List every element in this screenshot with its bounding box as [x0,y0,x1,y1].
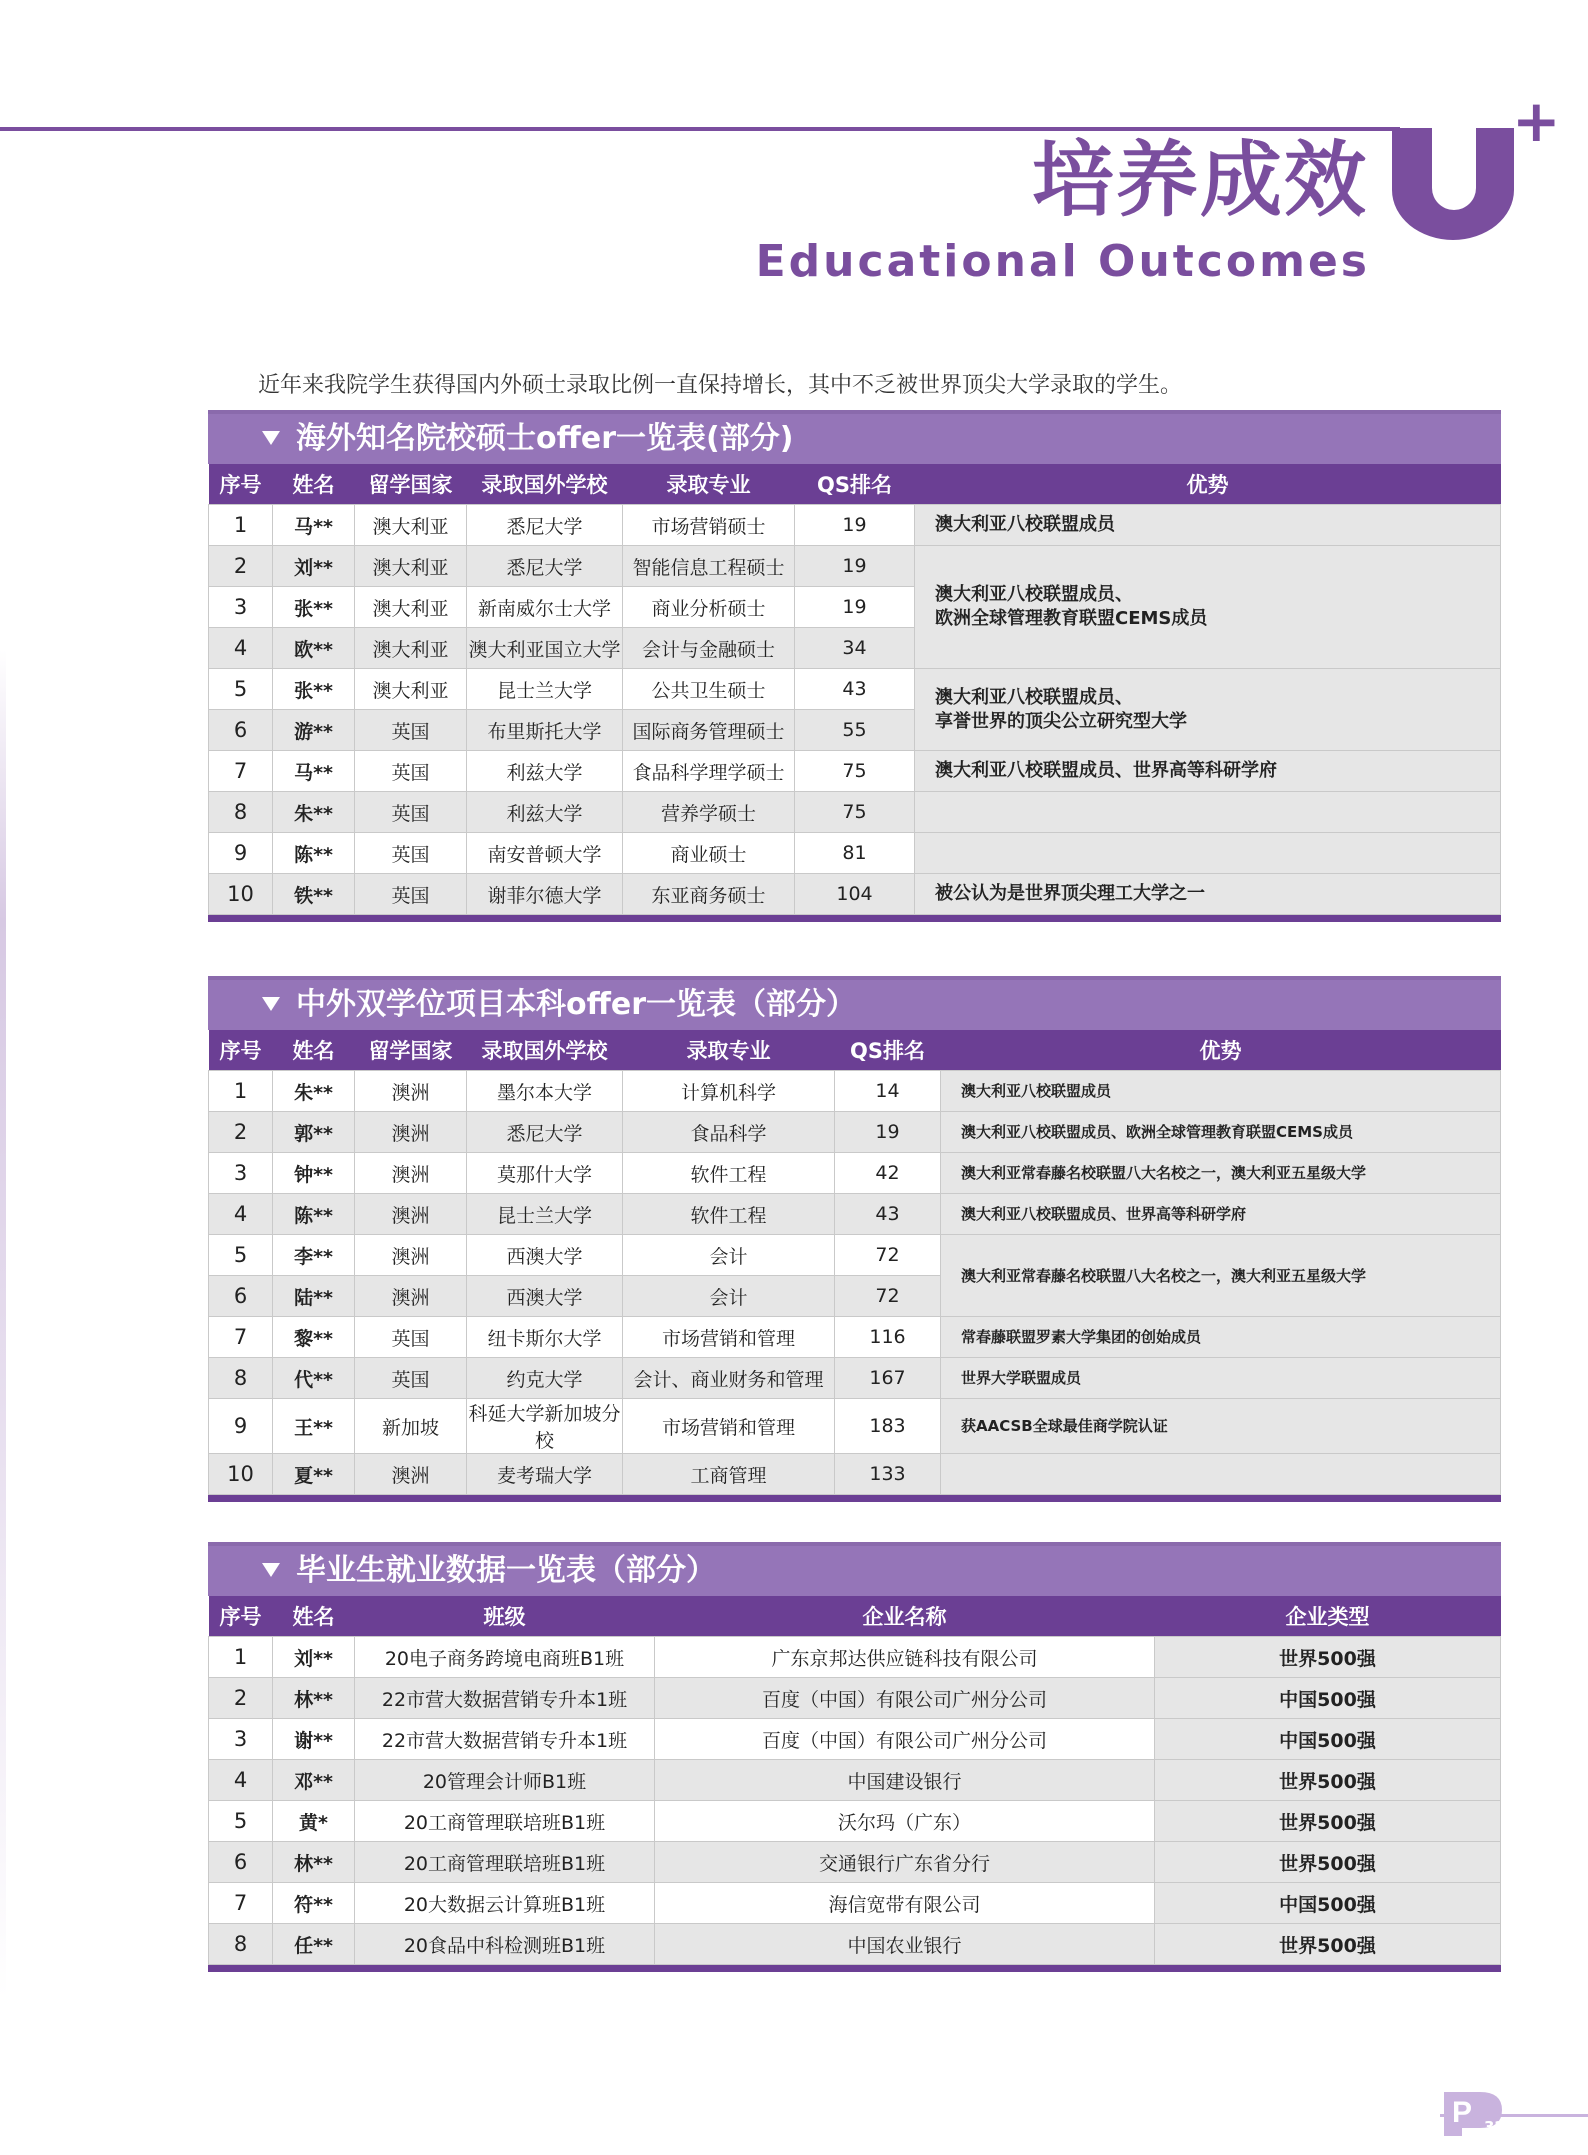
advantage-text: 被公认为是世界顶尖理工大学之一 [935,883,1205,904]
cell: 10 [209,874,273,915]
cell: 任** [273,1924,355,1965]
cell: 会计、商业财务和管理 [623,1358,835,1399]
cell: 英国 [355,710,467,751]
company-type-cell: 中国500强 [1155,1719,1501,1760]
cell: 9 [209,1399,273,1454]
cell: 19 [795,505,915,546]
advantage-cell [915,546,1501,669]
advantage-text: 获AACSB全球最佳商学院认证 [961,1417,1168,1435]
advantage-cell [941,1317,1501,1358]
table-row [209,669,1501,710]
cell: 游** [273,710,355,751]
cell: 软件工程 [623,1194,835,1235]
cell: 4 [209,1194,273,1235]
graduate-employment-section [208,1542,1501,1972]
section-title: 毕业生就业数据一览表（部分） [296,1553,716,1588]
cell: 中国农业银行 [655,1924,1155,1965]
cell: 智能信息工程硕士 [623,546,795,587]
cell: 澳洲 [355,1276,467,1317]
advantage-cell [941,1358,1501,1399]
cell: 34 [795,628,915,669]
section-title: 中外双学位项目本科offer一览表（部分） [296,987,857,1022]
cell: 刘** [273,1637,355,1678]
advantage-text: 澳大利亚八校联盟成员、 [935,584,1133,605]
cell: 马** [273,505,355,546]
advantage-text: 澳大利亚八校联盟成员、世界高等科研学府 [935,760,1277,781]
company-type-cell: 世界500强 [1155,1924,1501,1965]
header-rule [0,127,1400,131]
advantage-text: 澳大利亚八校联盟成员、欧洲全球管理教育联盟CEMS成员 [961,1123,1353,1141]
cell: 新加坡 [355,1399,467,1454]
table-row [209,1924,1501,1965]
cell: 81 [795,833,915,874]
advantage-text: 澳大利亚八校联盟成员 [935,514,1115,535]
advantage-text: 澳大利亚八校联盟成员、世界高等科研学府 [961,1205,1247,1223]
table-row [209,1194,1501,1235]
advantage-cell [915,669,1501,751]
cell: 百度（中国）有限公司广州分公司 [655,1719,1155,1760]
triangle-down-icon [262,431,280,445]
col-header: 序号 [209,1596,273,1637]
cell: 林** [273,1842,355,1883]
cell: 会计与金融硕士 [623,628,795,669]
cell: 市场营销和管理 [623,1399,835,1454]
cell: 澳洲 [355,1112,467,1153]
cell: 西澳大学 [467,1235,623,1276]
cell: 马** [273,751,355,792]
table-row [209,874,1501,915]
table-row [209,505,1501,546]
advantage-cell [941,1112,1501,1153]
cell: 10 [209,1454,273,1495]
overseas-master-offer-section [208,410,1501,922]
u-logo-icon [1392,128,1514,240]
cell: 19 [795,546,915,587]
company-type-cell: 世界500强 [1155,1801,1501,1842]
cell: 7 [209,1883,273,1924]
col-header: 留学国家 [355,1030,467,1071]
page-subtitle: Educational Outcomes [755,236,1370,287]
cell: 陈** [273,1194,355,1235]
cell: 商业硕士 [623,833,795,874]
cell: 6 [209,1276,273,1317]
table-row [209,1760,1501,1801]
advantage-cell [915,874,1501,915]
cell: 李** [273,1235,355,1276]
cell: 澳大利亚 [355,546,467,587]
cell: 澳洲 [355,1071,467,1112]
dual-degree-offer-table [208,1030,1501,1495]
col-header: 序号 [209,1030,273,1071]
cell: 7 [209,751,273,792]
cell: 沃尔玛（广东） [655,1801,1155,1842]
cell: 澳洲 [355,1454,467,1495]
cell: 交通银行广东省分行 [655,1842,1155,1883]
cell: 新南威尔士大学 [467,587,623,628]
cell: 55 [795,710,915,751]
cell: 20管理会计师B1班 [355,1760,655,1801]
cell: 王** [273,1399,355,1454]
table-row [209,1317,1501,1358]
cell: 澳洲 [355,1194,467,1235]
cell: 会计 [623,1235,835,1276]
cell: 72 [835,1276,941,1317]
cell: 20工商管理联培班B1班 [355,1801,655,1842]
cell: 悉尼大学 [467,505,623,546]
advantage-cell [915,792,1501,833]
cell: 澳大利亚 [355,587,467,628]
dual-degree-offer-section [208,976,1501,1502]
cell: 郭** [273,1112,355,1153]
cell: 20工商管理联培班B1班 [355,1842,655,1883]
col-header: 企业类型 [1155,1596,1501,1637]
cell: 张** [273,669,355,710]
cell: 朱** [273,1071,355,1112]
cell: 43 [795,669,915,710]
cell: 2 [209,546,273,587]
table-row [209,1842,1501,1883]
advantage-cell [941,1235,1501,1317]
cell: 22市营大数据营销专升本1班 [355,1719,655,1760]
cell: 钟** [273,1153,355,1194]
cell: 英国 [355,833,467,874]
col-header: QS排名 [795,464,915,505]
col-header: 姓名 [273,1596,355,1637]
cell: 海信宽带有限公司 [655,1883,1155,1924]
cell: 广东京邦达供应链科技有限公司 [655,1637,1155,1678]
col-header: 序号 [209,464,273,505]
cell: 莫那什大学 [467,1153,623,1194]
cell: 铁** [273,874,355,915]
section-bottom-bar [208,1495,1501,1502]
advantage-cell [915,833,1501,874]
cell: 1 [209,1637,273,1678]
cell: 4 [209,1760,273,1801]
cell: 183 [835,1399,941,1454]
cell: 8 [209,1924,273,1965]
cell: 22市营大数据营销专升本1班 [355,1678,655,1719]
cell: 刘** [273,546,355,587]
cell: 75 [795,792,915,833]
cell: 国际商务管理硕士 [623,710,795,751]
cell: 3 [209,1153,273,1194]
advantage-text: 澳大利亚八校联盟成员 [961,1082,1112,1100]
cell: 昆士兰大学 [467,1194,623,1235]
cell: 英国 [355,1317,467,1358]
cell: 澳大利亚 [355,505,467,546]
section-bottom-bar [208,915,1501,922]
cell: 英国 [355,874,467,915]
cell: 百度（中国）有限公司广州分公司 [655,1678,1155,1719]
cell: 黎** [273,1317,355,1358]
cell: 42 [835,1153,941,1194]
table-row [209,1358,1501,1399]
cell: 5 [209,1801,273,1842]
table-row [209,1883,1501,1924]
logo-plus: + [1512,87,1561,155]
cell: 3 [209,1719,273,1760]
intro-text: 近年来我院学生获得国内外硕士录取比例一直保持增长，其中不乏被世界顶尖大学录取的学生。 [258,373,1183,398]
cell: 133 [835,1454,941,1495]
company-type-cell: 世界500强 [1155,1760,1501,1801]
cell: 软件工程 [623,1153,835,1194]
cell: 2 [209,1112,273,1153]
cell: 19 [835,1112,941,1153]
col-header: 录取国外学校 [467,464,623,505]
col-header: 优势 [915,464,1501,505]
table-row [209,1678,1501,1719]
cell: 陈** [273,833,355,874]
advantage-text: 澳大利亚常春藤名校联盟八大名校之一，澳大利亚五星级大学 [961,1164,1367,1182]
section-title-bar [208,410,1501,464]
cell: 悉尼大学 [467,546,623,587]
section-title-bar [208,976,1501,1030]
cell: 食品科学 [623,1112,835,1153]
cell: 75 [795,751,915,792]
table-row [209,751,1501,792]
company-type-cell: 中国500强 [1155,1678,1501,1719]
cell: 商业分析硕士 [623,587,795,628]
cell: 澳洲 [355,1153,467,1194]
cell: 欧** [273,628,355,669]
cell: 食品科学理学硕士 [623,751,795,792]
col-header: 姓名 [273,464,355,505]
col-header: 姓名 [273,1030,355,1071]
table-header-row [209,1596,1501,1637]
advantage-cell [941,1071,1501,1112]
section-title: 海外知名院校硕士offer一览表(部分) [296,421,794,456]
cell: 20食品中科检测班B1班 [355,1924,655,1965]
cell: 黄* [273,1801,355,1842]
table-row [209,1637,1501,1678]
cell: 代** [273,1358,355,1399]
cell: 悉尼大学 [467,1112,623,1153]
cell: 利兹大学 [467,792,623,833]
col-header: 企业名称 [655,1596,1155,1637]
cell: 工商管理 [623,1454,835,1495]
cell: 公共卫生硕士 [623,669,795,710]
triangle-down-icon [262,997,280,1011]
cell: 营养学硕士 [623,792,795,833]
section-bottom-bar [208,1965,1501,1972]
col-header: 班级 [355,1596,655,1637]
cell: 纽卡斯尔大学 [467,1317,623,1358]
cell: 澳大利亚 [355,628,467,669]
cell: 8 [209,792,273,833]
cell: 市场营销和管理 [623,1317,835,1358]
cell: 约克大学 [467,1358,623,1399]
cell: 英国 [355,1358,467,1399]
advantage-text: 澳大利亚常春藤名校联盟八大名校之一，澳大利亚五星级大学 [961,1266,1367,1285]
cell: 1 [209,1071,273,1112]
cell: 东亚商务硕士 [623,874,795,915]
cell: 2 [209,1678,273,1719]
cell: 南安普顿大学 [467,833,623,874]
cell: 会计 [623,1276,835,1317]
advantage-text: 常春藤联盟罗素大学集团的创始成员 [961,1328,1202,1346]
cell: 张** [273,587,355,628]
advantage-cell [941,1454,1501,1495]
overseas-master-offer-table [208,464,1501,915]
cell: 麦考瑞大学 [467,1454,623,1495]
cell: 6 [209,710,273,751]
page-number: 32 [1484,2118,1505,2136]
cell: 8 [209,1358,273,1399]
table-row [209,792,1501,833]
cell: 谢菲尔德大学 [467,874,623,915]
cell: 谢** [273,1719,355,1760]
cell: 167 [835,1358,941,1399]
cell: 英国 [355,751,467,792]
page-title: 培养成效 [1031,133,1368,228]
cell: 14 [835,1071,941,1112]
advantage-text: 世界大学联盟成员 [961,1369,1082,1387]
cell: 19 [795,587,915,628]
table-row [209,1235,1501,1276]
table-row [209,1112,1501,1153]
cell: 林** [273,1678,355,1719]
cell: 5 [209,669,273,710]
advantage-cell [941,1399,1501,1454]
col-header: 录取专业 [623,464,795,505]
cell: 116 [835,1317,941,1358]
cell: 陆** [273,1276,355,1317]
cell: 104 [795,874,915,915]
cell: 中国建设银行 [655,1760,1155,1801]
company-type-cell: 世界500强 [1155,1842,1501,1883]
company-type-cell: 中国500强 [1155,1883,1501,1924]
table-row [209,1399,1501,1454]
advantage-text: 欧洲全球管理教育联盟CEMS成员 [935,608,1208,629]
cell: 澳大利亚国立大学 [467,628,623,669]
cell: 符** [273,1883,355,1924]
cell: 72 [835,1235,941,1276]
cell: 20电子商务跨境电商班B1班 [355,1637,655,1678]
cell: 1 [209,505,273,546]
company-type-cell: 世界500强 [1155,1637,1501,1678]
table-header-row [209,464,1501,505]
table-row [209,1153,1501,1194]
cell: 计算机科学 [623,1071,835,1112]
table-header-row [209,1030,1501,1071]
advantage-cell [915,751,1501,792]
cell: 邓** [273,1760,355,1801]
advantage-cell [941,1194,1501,1235]
cell: 澳大利亚 [355,669,467,710]
graduate-employment-table [208,1596,1501,1965]
table-row [209,1454,1501,1495]
cell: 朱** [273,792,355,833]
advantage-text: 澳大利亚八校联盟成员、 [935,686,1133,708]
cell: 澳洲 [355,1235,467,1276]
cell: 43 [835,1194,941,1235]
cell: 墨尔本大学 [467,1071,623,1112]
table-row [209,1801,1501,1842]
table-row [209,833,1501,874]
cell: 5 [209,1235,273,1276]
cell: 夏** [273,1454,355,1495]
cell: 西澳大学 [467,1276,623,1317]
advantage-cell [915,505,1501,546]
col-header: 留学国家 [355,464,467,505]
col-header: 录取国外学校 [467,1030,623,1071]
cell: 布里斯托大学 [467,710,623,751]
cell: 20大数据云计算班B1班 [355,1883,655,1924]
cell: 昆士兰大学 [467,669,623,710]
cell: 3 [209,587,273,628]
cell: 科延大学新加坡分校 [467,1399,623,1454]
left-edge-decoration [0,650,6,2000]
cell: 英国 [355,792,467,833]
col-header: 录取专业 [623,1030,835,1071]
cell: 利兹大学 [467,751,623,792]
cell: 市场营销硕士 [623,505,795,546]
table-row [209,1071,1501,1112]
table-row [209,1719,1501,1760]
col-header: QS排名 [835,1030,941,1071]
col-header: 优势 [941,1030,1501,1071]
table-row [209,546,1501,587]
advantage-text: 享誉世界的顶尖公立研究型大学 [935,710,1187,732]
cell: 6 [209,1842,273,1883]
cell: 9 [209,833,273,874]
cell: 4 [209,628,273,669]
cell: 7 [209,1317,273,1358]
section-title-bar [208,1542,1501,1596]
triangle-down-icon [262,1563,280,1577]
page-label: P [1452,2096,1473,2129]
advantage-cell [941,1153,1501,1194]
